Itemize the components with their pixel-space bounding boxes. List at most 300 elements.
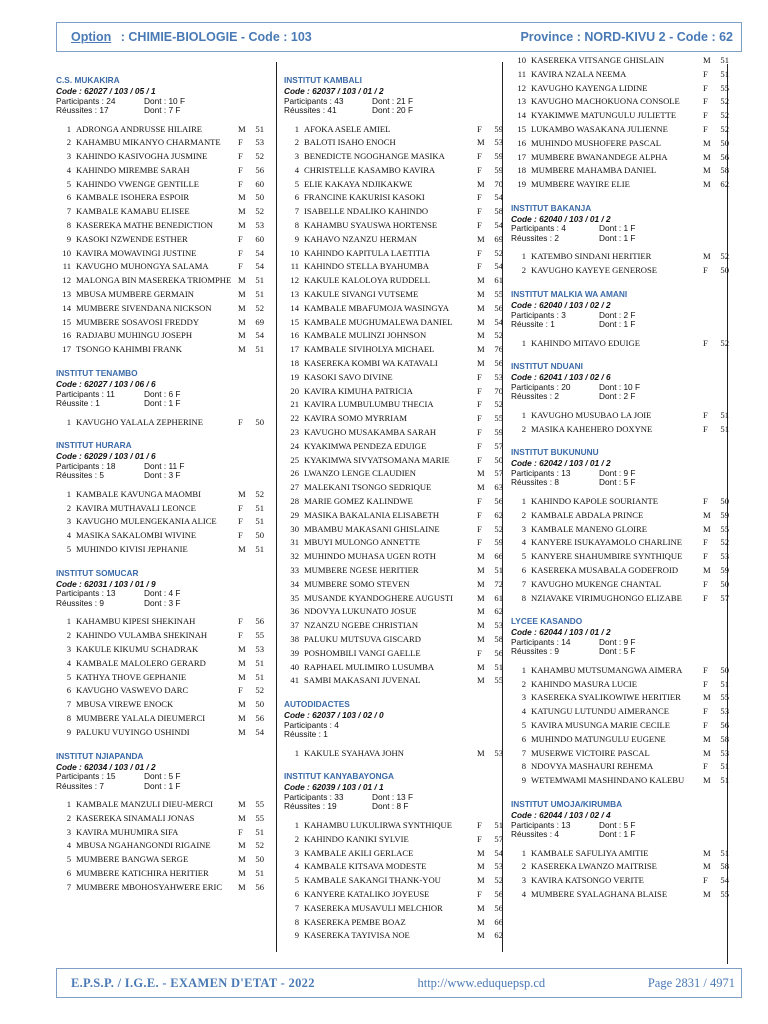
student-name: MASIKA BAKALANIA ELISABETH: [304, 509, 440, 520]
footer-page-number: Page 2831 / 4971: [647, 975, 735, 990]
student-rank: 21: [290, 399, 299, 410]
student-name: KATEMBO SINDANI HERITIER: [531, 251, 652, 262]
table-row: [56, 329, 270, 343]
student-score: 51: [255, 516, 264, 527]
reussites-count: Réussites : 19: [284, 801, 337, 812]
table-row: [56, 515, 270, 529]
student-score: 61: [494, 275, 503, 286]
student-gender: M: [238, 344, 246, 355]
student-name: KAKULE KIKUMU SCHADRAK: [76, 643, 199, 654]
table-row: [284, 426, 503, 440]
table-row: [511, 705, 729, 719]
table-row: [284, 929, 503, 943]
student-name: KAHINDO KAPITULA LAETITIA: [304, 247, 431, 258]
student-rank: 41: [290, 675, 299, 686]
school-code: Code : 62042 / 103 / 01 / 2: [511, 458, 611, 469]
student-rank: 17: [517, 151, 526, 162]
student-name: MUMBERE SOMO STEVEN: [304, 578, 410, 589]
student-score: 54: [255, 261, 264, 272]
student-rank: 6: [66, 192, 71, 203]
student-gender: F: [477, 413, 482, 424]
student-gender: F: [477, 261, 482, 272]
student-gender: F: [477, 385, 482, 396]
student-rank: 1: [66, 416, 71, 427]
student-name: LUKAMBO WASAKANA JULIENNE: [531, 123, 668, 134]
student-score: 51: [720, 775, 729, 786]
reussites-female: Dont : 3 F: [144, 470, 181, 481]
student-gender: M: [477, 847, 485, 858]
student-score: 56: [255, 164, 264, 175]
student-name: KAVIRA LUMBULUMBU THECIA: [304, 399, 434, 410]
student-name: KAVUGHO YALALA ZEPHERINE: [76, 416, 203, 427]
student-list: [56, 488, 270, 557]
reussites-female: Dont : 7 F: [144, 105, 181, 115]
student-gender: M: [703, 861, 711, 872]
table-row: [511, 82, 729, 96]
student-score: 53: [255, 643, 264, 654]
student-gender: M: [703, 523, 711, 534]
student-score: 53: [255, 220, 264, 231]
table-row: [56, 881, 270, 895]
student-gender: M: [477, 468, 485, 479]
student-rank: 30: [290, 523, 299, 534]
student-gender: F: [703, 678, 708, 689]
student-score: 53: [255, 137, 264, 148]
student-name: KAVUGHO KAYENGA LIDINE: [531, 82, 648, 93]
school-code: Code : 62027 / 103 / 06 / 6: [56, 379, 156, 390]
student-name: MUSANDE KYANDOGHERE AUGUSTI: [304, 592, 453, 603]
student-rank: 1: [521, 251, 526, 262]
student-gender: F: [238, 137, 243, 148]
student-gender: F: [238, 247, 243, 258]
student-name: POSHOMBILI VANGI GAELLE: [304, 647, 421, 658]
student-rank: 5: [66, 544, 71, 555]
table-row: [56, 712, 270, 726]
table-row: [284, 888, 503, 902]
table-row: [511, 578, 729, 592]
student-name: MALONGA BIN MASEREKA TRIOMPHE: [76, 275, 232, 286]
table-row: [511, 733, 729, 747]
student-rank: 8: [294, 916, 299, 927]
student-rank: 7: [66, 881, 71, 892]
student-name: KAHINDO KASIVOGHA JUSMINE: [76, 151, 208, 162]
table-row: [511, 719, 729, 733]
table-row: [511, 68, 729, 82]
student-score: 56: [255, 712, 264, 723]
student-gender: F: [238, 164, 243, 175]
student-gender: M: [703, 888, 711, 899]
table-row: [284, 136, 503, 150]
student-name: KAMBALE MUGHUMALEWA DANIEL: [304, 316, 453, 327]
table-row: [284, 633, 503, 647]
student-name: KASEREKA SYALIKOWIWE HERITIER: [531, 692, 681, 703]
student-score: 50: [255, 699, 264, 710]
student-name: KAHINDO KAPOLE SOURIANTE: [531, 495, 658, 506]
student-rank: 14: [62, 302, 71, 313]
student-score: 51: [255, 344, 264, 355]
school-name: INSTITUT BAKANJA: [511, 202, 592, 213]
student-name: KAHINDO VULAMBA SHEKINAH: [76, 630, 208, 641]
student-gender: M: [238, 726, 246, 737]
table-row: [56, 260, 270, 274]
student-rank: 35: [290, 592, 299, 603]
table-row: [511, 409, 729, 423]
student-rank: 34: [290, 578, 299, 589]
student-gender: M: [477, 344, 485, 355]
table-row: [56, 123, 270, 137]
student-score: 70: [494, 178, 503, 189]
table-row: [511, 760, 729, 774]
province-info: Province : NORD-KIVU 2 - Code : 62: [520, 30, 733, 44]
table-row: [284, 357, 503, 371]
table-row: [56, 529, 270, 543]
student-gender: F: [477, 537, 482, 548]
table-row: [284, 385, 503, 399]
table-row: [511, 564, 729, 578]
student-score: 53: [494, 371, 503, 382]
reussites-count: Réussites : 8: [511, 477, 559, 488]
student-name: KAVUGHO KAYEYE GENEROSE: [531, 265, 658, 276]
student-gender: M: [238, 316, 246, 327]
student-name: MUMBERE MAHAMBA DANIEL: [531, 165, 657, 176]
student-score: 53: [720, 706, 729, 717]
participants-female: Dont : 11 F: [144, 460, 185, 471]
student-score: 59: [494, 123, 503, 134]
student-name: MUMBERE BANGWA SERGE: [76, 854, 189, 865]
student-list: [56, 416, 270, 430]
student-rank: 17: [290, 344, 299, 355]
student-score: 54: [494, 192, 503, 203]
student-score: 51: [494, 565, 503, 575]
student-gender: F: [703, 265, 708, 276]
student-name: KAHAMBU MUTSUMANGWA AIMERA: [531, 664, 683, 675]
reussites-line: [511, 478, 724, 488]
student-rank: 28: [290, 496, 299, 507]
student-name: KAKULE SYAHAVA JOHN: [304, 747, 404, 758]
table-row: [511, 178, 729, 192]
student-score: 52: [720, 96, 729, 107]
participants-female: Dont : 9 F: [599, 636, 636, 647]
table-row: [56, 867, 270, 881]
student-score: 51: [720, 409, 729, 420]
table-row: [284, 371, 503, 385]
student-name: KASEREKA TAYIVISA NOE: [304, 930, 410, 941]
student-rank: 20: [290, 385, 299, 396]
table-row: [56, 288, 270, 302]
student-score: 53: [494, 861, 503, 872]
student-score: 55: [720, 523, 729, 534]
student-gender: F: [477, 888, 482, 899]
student-name: MBUSA NGAHANGONDI RIGAINE: [76, 840, 211, 851]
student-gender: F: [238, 151, 243, 162]
student-gender: M: [703, 251, 711, 262]
student-rank: 15: [290, 316, 299, 327]
student-name: MUHINDO MUHASA UGEN ROTH: [304, 551, 437, 562]
student-score: 56: [494, 302, 503, 313]
student-rank: 17: [62, 344, 71, 355]
student-score: 59: [494, 164, 503, 175]
student-name: KASEREKA KOMBI WA KATAVALI: [304, 358, 438, 369]
student-rank: 3: [294, 847, 299, 858]
student-gender: F: [703, 495, 708, 506]
student-name: KAMBALE KAVUNGA MAOMBI: [76, 488, 201, 499]
table-row: [511, 137, 729, 151]
table-row: [56, 643, 270, 657]
student-rank: 1: [521, 495, 526, 506]
student-gender: F: [703, 761, 708, 772]
student-gender: F: [477, 454, 482, 465]
school-code: Code : 62044 / 103 / 01 / 2: [511, 627, 611, 638]
table-row: [56, 164, 270, 178]
table-row: [284, 747, 503, 761]
student-name: AFOKA ASELE AMIEL: [304, 123, 391, 134]
table-row: [284, 847, 503, 861]
student-gender: F: [477, 371, 482, 382]
student-rank: 1: [294, 123, 299, 134]
participants-count: Participants : 11: [56, 388, 115, 399]
student-gender: F: [703, 875, 708, 886]
student-name: KAHAVO NZANZU HERMAN: [304, 233, 417, 244]
student-score: 57: [720, 592, 729, 603]
student-gender: M: [477, 289, 485, 300]
student-name: KAKULE SIVANGI VUTSEME: [304, 289, 419, 300]
student-gender: M: [477, 606, 485, 617]
table-row: [284, 536, 503, 550]
student-rank: 11: [62, 261, 71, 272]
student-name: KAHINDO MIREMBE SARAH: [76, 164, 190, 175]
student-gender: F: [703, 82, 708, 93]
student-score: 70: [494, 385, 503, 396]
student-score: 50: [255, 530, 264, 541]
student-rank: 1: [66, 616, 71, 627]
table-row: [284, 316, 503, 330]
student-score: 59: [494, 151, 503, 162]
school-code: Code : 62031 / 103 / 01 / 9: [56, 578, 156, 589]
student-rank: 12: [62, 275, 71, 286]
table-row: [284, 495, 503, 509]
student-name: KASOKI NZWENDE ESTHER: [76, 233, 188, 244]
reussites-count: Réussites : 9: [511, 646, 559, 657]
school-name: AUTODIDACTES: [284, 699, 350, 710]
student-score: 54: [720, 875, 729, 886]
student-score: 52: [255, 685, 264, 696]
student-rank: 9: [66, 726, 71, 737]
student-name: BALOTI ISAHO ENOCH: [304, 137, 396, 148]
student-name: KASEREKA LWANZO MAITRISE: [531, 861, 657, 872]
table-row: [284, 467, 503, 481]
reussites-line: [284, 802, 496, 812]
student-rank: 3: [521, 692, 526, 703]
table-row: [56, 798, 270, 812]
table-row: [56, 205, 270, 219]
student-score: 54: [255, 726, 264, 737]
student-name: KAMBALE SAKANGI THANK-YOU: [304, 875, 441, 886]
school-name: INSTITUT SOMUCAR: [56, 567, 139, 578]
participants-female: Dont : 5 F: [599, 819, 636, 830]
student-score: 53: [494, 747, 503, 758]
student-name: KAMBALE KAMABU ELISEE: [76, 206, 190, 217]
option-value: : CHIMIE-BIOLOGIE - Code : 103: [120, 30, 312, 44]
reussites-count: Réussite : 1: [284, 729, 328, 740]
student-name: KAMBALE MBAFUMOJA WASINGYA: [304, 302, 449, 313]
school-name: INSTITUT TENAMBO: [56, 368, 138, 379]
school-code: Code : 62041 / 103 / 02 / 6: [511, 372, 611, 383]
student-name: MUHINDO MATUNGULU EUGENE: [531, 733, 666, 744]
participants-count: Participants : 24: [56, 95, 116, 106]
student-gender: M: [703, 179, 711, 190]
student-name: MASIKA KAHEHERO DOXYNE: [531, 423, 653, 434]
reussites-line: [511, 320, 724, 330]
student-gender: M: [238, 799, 246, 809]
student-gender: F: [703, 423, 708, 434]
student-gender: F: [477, 647, 482, 658]
reussites-line: [511, 830, 724, 840]
participants-count: Participants : 18: [56, 460, 116, 471]
school-name: INSTITUT BUKUNUNU: [511, 447, 599, 458]
student-gender: F: [238, 530, 243, 541]
student-rank: 6: [66, 685, 71, 696]
participants-female: Dont : 9 F: [599, 467, 636, 478]
reussites-female: Dont : 5 F: [599, 646, 636, 657]
student-rank: 8: [66, 220, 71, 231]
table-row: [511, 774, 729, 788]
table-row: [284, 819, 503, 833]
student-rank: 6: [66, 867, 71, 878]
student-name: KANYERE ISUKAYAMOLO CHARLINE: [531, 537, 683, 548]
student-rank: 5: [294, 178, 299, 189]
student-rank: 36: [290, 606, 299, 617]
student-name: MUHINDO MUSHOFERE PASCAL: [531, 137, 662, 148]
student-name: KANYERE SHAHUMBIRE SYNTHIQUE: [531, 551, 683, 562]
student-rank: 7: [66, 699, 71, 710]
student-rank: 27: [290, 482, 299, 493]
participants-count: Participants : 13: [511, 819, 571, 830]
table-row: [284, 481, 503, 495]
student-name: MALEKANI TSONGO SEDRIQUE: [304, 482, 432, 493]
table-row: [284, 440, 503, 454]
student-score: 51: [720, 847, 729, 858]
school-code: Code : 62044 / 103 / 02 / 4: [511, 810, 611, 820]
student-rank: 19: [517, 179, 526, 190]
table-row: [284, 916, 503, 930]
student-rank: 7: [521, 747, 526, 758]
student-list: [56, 798, 270, 895]
student-name: KAVUGHO VASWEVO DARC: [76, 685, 189, 696]
student-score: 56: [255, 616, 264, 627]
reussites-count: Réussites : 5: [56, 470, 104, 481]
student-name: KASEREKA VITSANGE GHISLAIN: [531, 55, 665, 65]
student-rank: 1: [66, 123, 71, 134]
reussites-count: Réussites : 4: [511, 829, 559, 839]
table-row: [284, 674, 503, 688]
student-name: MUMBERE SOSAVOSI FREDDY: [76, 316, 200, 327]
student-rank: 1: [521, 664, 526, 675]
student-score: 61: [494, 592, 503, 603]
student-name: MBUSA MUMBERE GERMAIN: [76, 289, 194, 300]
school-code: Code : 62037 / 103 / 01 / 2: [284, 86, 384, 96]
table-row: [511, 523, 729, 537]
student-gender: M: [703, 733, 711, 744]
student-name: MBUYI MULONGO ANNETTE: [304, 537, 421, 548]
student-gender: M: [477, 302, 485, 313]
student-rank: 6: [294, 192, 299, 203]
table-row: [284, 860, 503, 874]
student-rank: 2: [521, 861, 526, 872]
student-gender: F: [703, 706, 708, 717]
student-gender: M: [477, 930, 485, 941]
student-rank: 11: [290, 261, 299, 272]
student-gender: F: [703, 578, 708, 589]
student-gender: F: [703, 123, 708, 134]
student-rank: 10: [290, 247, 299, 258]
participants-female: Dont : 21 F: [372, 95, 414, 106]
table-row: [284, 329, 503, 343]
student-name: KAMBALE MULINZI JOHNSON: [304, 330, 427, 341]
student-score: 58: [720, 861, 729, 872]
student-gender: M: [238, 881, 246, 892]
table-row: [284, 343, 503, 357]
student-list: [511, 664, 729, 788]
student-score: 55: [494, 289, 503, 300]
student-gender: M: [703, 747, 711, 758]
table-row: [56, 839, 270, 853]
table-row: [56, 615, 270, 629]
student-rank: 10: [62, 247, 71, 258]
student-name: KYAKIMWA SIVYATSOMANA MARIE: [304, 454, 450, 465]
table-row: [56, 698, 270, 712]
table-row: [511, 874, 729, 888]
student-name: RAPHAEL MULIMIRO LUSUMBA: [304, 661, 435, 672]
student-name: KAVIRA MUSUNGA MARIE CECILE: [531, 720, 671, 731]
student-name: MUHINDO KIVISI JEPHANIE: [76, 544, 188, 555]
student-rank: 39: [290, 647, 299, 658]
student-gender: F: [703, 96, 708, 107]
student-score: 51: [255, 275, 264, 286]
footer-exam-title: E.P.S.P. / I.G.E. - EXAMEN D'ETAT - 2022: [71, 975, 315, 990]
student-score: 59: [494, 537, 503, 548]
table-row: [511, 54, 729, 68]
reussites-female: Dont : 2 F: [599, 391, 636, 402]
student-score: 51: [494, 661, 503, 672]
student-rank: 24: [290, 440, 299, 451]
student-score: 57: [494, 468, 503, 479]
student-name: MUMBERE WAYIRE ELIE: [531, 179, 630, 190]
student-name: KAMBALE MALOLERO GERARD: [76, 657, 206, 668]
student-score: 53: [494, 620, 503, 631]
student-name: KAHINDO MASURA LUCIE: [531, 678, 637, 689]
table-row: [284, 123, 503, 137]
participants-count: Participants : 3: [511, 309, 566, 320]
student-rank: 16: [62, 330, 71, 341]
student-gender: M: [238, 275, 246, 286]
footer-url[interactable]: http://www.eduquepsp.cd: [417, 975, 546, 990]
student-name: KANYERE KATALIKO JOYEUSE: [304, 888, 430, 899]
school-code: Code : 62040 / 103 / 02 / 2: [511, 300, 611, 311]
student-rank: 26: [290, 468, 299, 479]
student-score: 51: [720, 423, 729, 434]
student-score: 51: [255, 867, 264, 878]
student-score: 53: [494, 137, 503, 148]
student-score: 66: [494, 551, 503, 562]
table-row: [511, 664, 729, 678]
student-rank: 13: [517, 96, 526, 107]
participants-count: Participants : 33: [284, 791, 344, 802]
student-name: KAVUGHO MULENGEKANIA ALICE: [76, 516, 217, 527]
student-gender: F: [477, 247, 482, 258]
reussites-female: Dont : 1 F: [599, 829, 636, 839]
table-row: [56, 316, 270, 330]
reussites-count: Réussite : 1: [511, 319, 555, 330]
